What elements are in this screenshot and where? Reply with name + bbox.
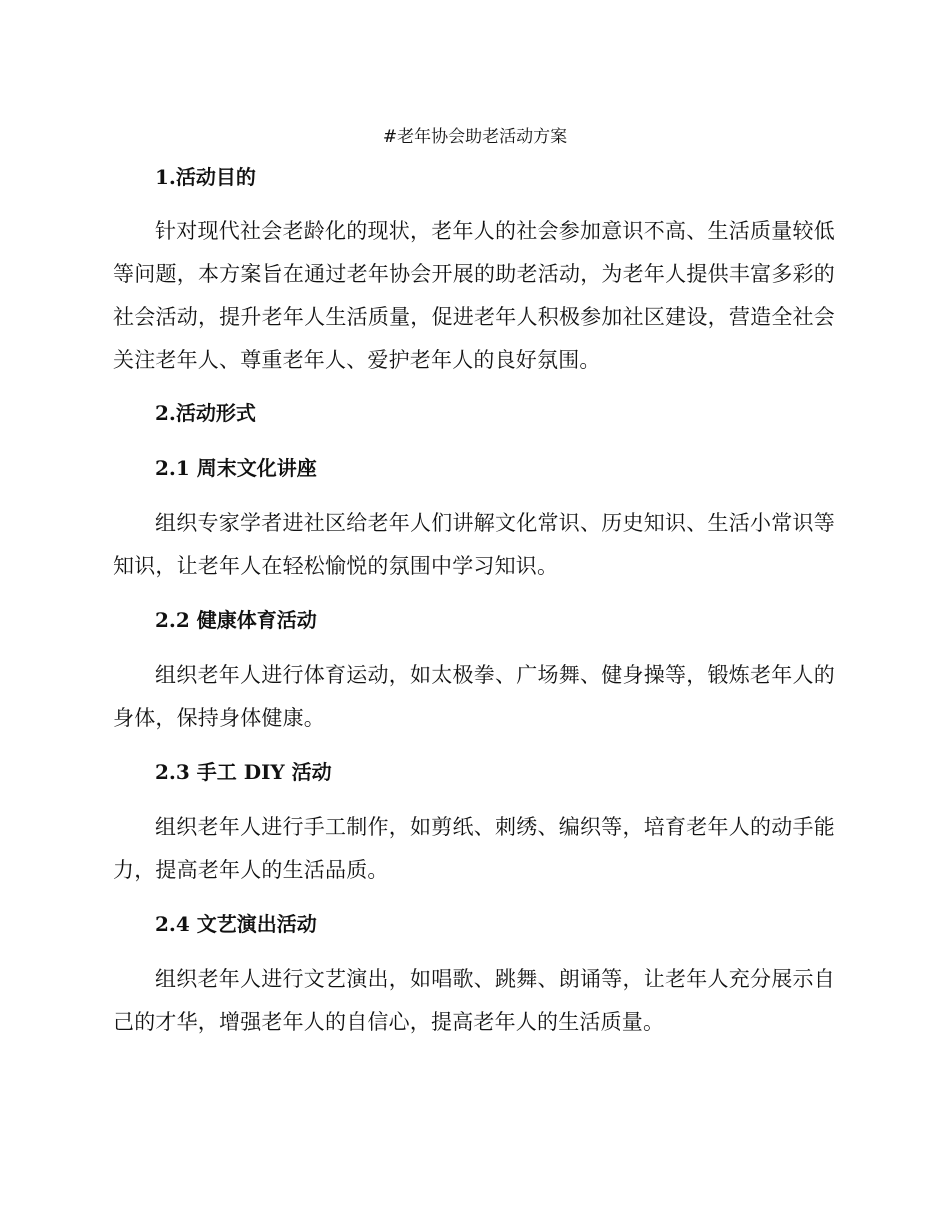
document-title: #老年协会助老活动方案 <box>382 127 568 147</box>
section-paragraph-health-sports: 组织老年人进行体育运动，如太极拳、广场舞、健身操等，锻炼老年人的身体，保持身体健康。 <box>113 663 835 730</box>
section-heading-performance: 2.4 文艺演出活动 <box>155 912 317 936</box>
section-heading-weekend-lecture: 2.1 周末文化讲座 <box>155 456 317 480</box>
section-paragraph-performance: 组织老年人进行文艺演出，如唱歌、跳舞、朗诵等，让老年人充分展示自己的才华，增强老年人的自信心，提高老年人的生活质量。 <box>113 967 835 1034</box>
section-paragraph-weekend-lecture: 组织专家学者进社区给老年人们讲解文化常识、历史知识、生活小常识等知识，让老年人在轻松愉悦的氛围中学习知识。 <box>113 511 835 578</box>
section-paragraph-purpose: 针对现代社会老龄化的现状，老年人的社会参加意识不高、生活质量较低等问题，本方案旨在通过老年协会开展的助老活动，为老年人提供丰富多彩的社会活动，提升老年人生活质量，促进老年人积极参加社区建设，营造全社会关注老年人、尊重老年人、爱护老年人的良好氛围。 <box>113 219 835 372</box>
section-paragraph-handcraft-diy: 组织老年人进行手工制作，如剪纸、刺绣、编织等，培育老年人的动手能力，提高老年人的生活品质。 <box>113 815 835 882</box>
section-heading-purpose: 1.活动目的 <box>155 165 256 189</box>
section-heading-handcraft-diy: 2.3 手工 DIY 活动 <box>155 760 332 784</box>
section-heading-forms: 2.活动形式 <box>155 401 256 425</box>
section-heading-health-sports: 2.2 健康体育活动 <box>155 608 317 632</box>
